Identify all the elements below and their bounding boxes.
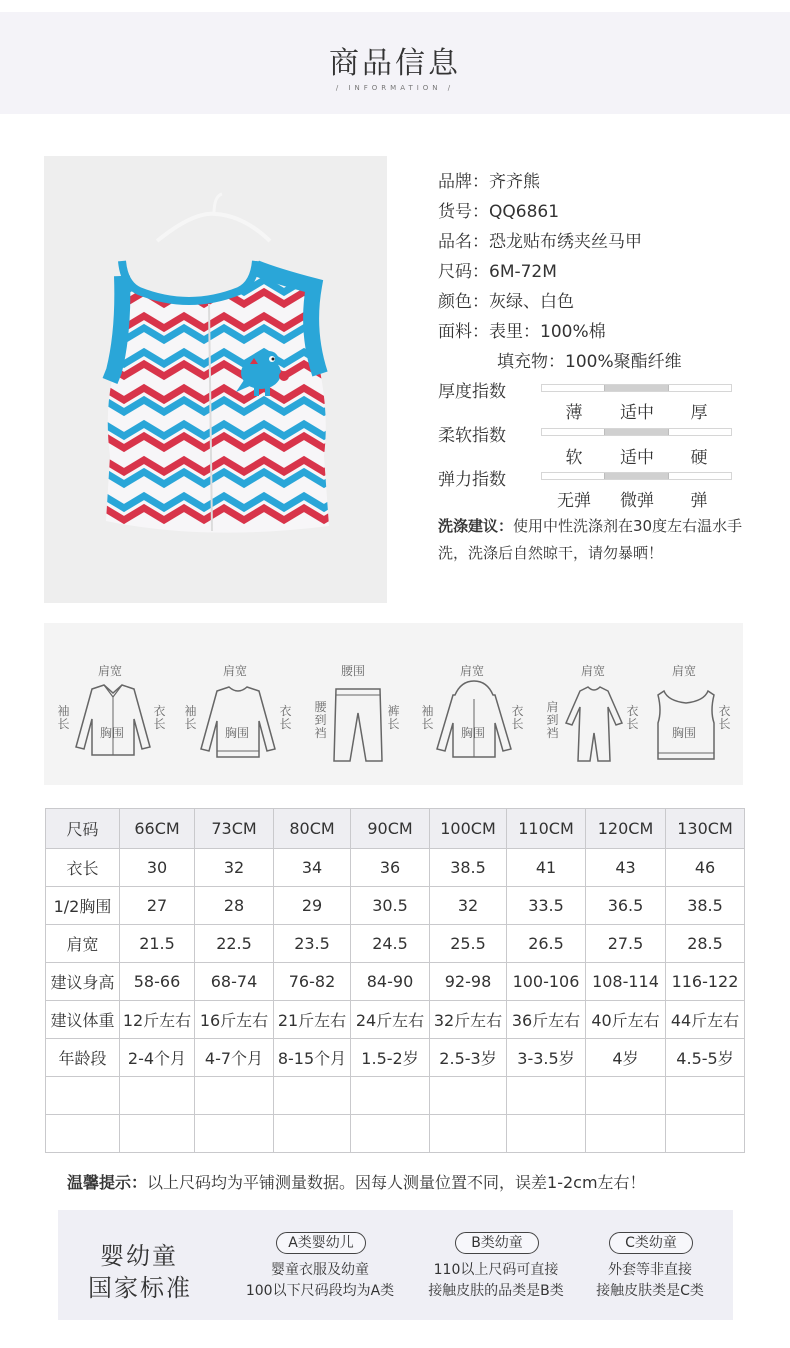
tip-label: 温馨提示： <box>67 1173 148 1192</box>
table-cell: 27 <box>120 887 195 925</box>
table-cell <box>430 1077 507 1115</box>
info-fabric: 面料：表里：100%棉 <box>438 322 606 342</box>
table-cell: 38.5 <box>666 887 745 925</box>
table-cell: 100-106 <box>507 963 586 1001</box>
table-cell: 41 <box>507 849 586 887</box>
table-header-cell: 73CM <box>195 809 274 849</box>
table-cell: 24斤左右 <box>351 1001 430 1039</box>
table-cell: 30.5 <box>351 887 430 925</box>
table-cell: 年龄段 <box>46 1039 120 1077</box>
table-cell: 衣长 <box>46 849 120 887</box>
table-cell: 1/2胸围 <box>46 887 120 925</box>
table-row <box>46 1001 745 1039</box>
table-header-cell: 66CM <box>120 809 195 849</box>
table-cell <box>586 1115 666 1153</box>
table-row <box>46 963 745 1001</box>
table-cell: 108-114 <box>586 963 666 1001</box>
table-cell <box>120 1115 195 1153</box>
index-option: 硬 <box>690 448 708 468</box>
label-shoulder: 肩宽 <box>672 664 697 678</box>
table-cell: 34 <box>274 849 351 887</box>
table-cell: 建议体重 <box>46 1001 120 1039</box>
table-cell: 22.5 <box>195 925 274 963</box>
measurement-guide <box>44 623 743 785</box>
table-cell: 32 <box>195 849 274 887</box>
label-waist: 腰围 <box>341 664 366 678</box>
table-cell: 58-66 <box>120 963 195 1001</box>
page-title: 商品信息 <box>329 46 461 81</box>
standard-title-line2: 国家标准 <box>88 1274 192 1302</box>
class-c-badge: C类幼童 <box>609 1232 693 1254</box>
table-cell: 4.5-5岁 <box>666 1039 745 1077</box>
wash-label: 洗涤建议： <box>438 517 514 535</box>
table-cell <box>351 1115 430 1153</box>
table-cell: 84-90 <box>351 963 430 1001</box>
table-cell: 116-122 <box>666 963 745 1001</box>
table-cell <box>586 1077 666 1115</box>
class-a-badge: A类婴幼儿 <box>276 1232 366 1254</box>
table-cell: 8-15个月 <box>274 1039 351 1077</box>
table-cell: 21.5 <box>120 925 195 963</box>
table-cell <box>46 1115 120 1153</box>
table-cell: 12斤左右 <box>120 1001 195 1039</box>
table-cell <box>46 1077 120 1115</box>
info-color: 颜色：灰绿、白色 <box>438 292 574 312</box>
table-cell: 26.5 <box>507 925 586 963</box>
table-row <box>46 1077 745 1115</box>
info-size: 尺码：6M-72M <box>438 262 557 282</box>
page-subtitle: / INFORMATION / <box>335 84 455 92</box>
table-cell <box>274 1077 351 1115</box>
romper-icon <box>562 683 626 765</box>
table-cell: 29 <box>274 887 351 925</box>
table-cell: 28 <box>195 887 274 925</box>
table-row <box>46 849 745 887</box>
standard-title-line1: 婴幼童 <box>100 1242 178 1270</box>
label-chest: 胸围 <box>225 726 250 740</box>
class-a-desc-2: 100以下尺码段均为A类 <box>245 1283 395 1299</box>
zigzag-stripe <box>84 244 364 256</box>
sweater-icon <box>197 679 279 761</box>
table-cell: 肩宽 <box>46 925 120 963</box>
vest-illustration <box>44 156 387 603</box>
index-option-selected: 微弹 <box>620 491 654 511</box>
label-crotch: 腰到裆 <box>314 700 327 740</box>
index-bar <box>541 428 732 436</box>
table-cell: 38.5 <box>430 849 507 887</box>
label-sleeve: 袖长 <box>421 704 434 731</box>
table-cell <box>507 1077 586 1115</box>
table-cell: 32斤左右 <box>430 1001 507 1039</box>
class-b-desc-2: 接触皮肤的品类是B类 <box>428 1283 564 1299</box>
table-cell: 36 <box>351 849 430 887</box>
table-cell <box>666 1115 745 1153</box>
label-length: 衣长 <box>718 704 731 731</box>
info-name: 品名：恐龙贴布绣夹丝马甲 <box>438 232 642 252</box>
table-cell: 2.5-3岁 <box>430 1039 507 1077</box>
label-length: 衣长 <box>279 704 292 731</box>
class-a-desc-1: 婴童衣服及幼童 <box>271 1262 369 1278</box>
label-shoulder-crotch: 肩到裆 <box>546 700 559 740</box>
table-cell: 68-74 <box>195 963 274 1001</box>
index-label: 柔软指数 <box>438 426 506 446</box>
index-option: 弹 <box>690 491 708 511</box>
index-option: 软 <box>565 448 583 468</box>
table-cell: 4岁 <box>586 1039 666 1077</box>
label-shoulder: 肩宽 <box>460 664 485 678</box>
class-b-badge: B类幼童 <box>455 1232 539 1254</box>
table-header-cell: 130CM <box>666 809 745 849</box>
table-cell: 32 <box>430 887 507 925</box>
table-cell: 46 <box>666 849 745 887</box>
info-filling: 填充物：100%聚酯纤维 <box>497 352 682 372</box>
info-sku: 货号：QQ6861 <box>438 202 560 222</box>
table-cell: 3-3.5岁 <box>507 1039 586 1077</box>
table-cell: 33.5 <box>507 887 586 925</box>
table-cell: 16斤左右 <box>195 1001 274 1039</box>
class-b-desc-1: 110以上尺码可直接 <box>433 1262 559 1278</box>
table-cell: 2-4个月 <box>120 1039 195 1077</box>
table-row <box>46 887 745 925</box>
index-option: 薄 <box>565 403 583 423</box>
label-shoulder: 肩宽 <box>581 664 606 678</box>
product-photo <box>44 156 387 603</box>
label-pants-length: 裤长 <box>387 704 400 731</box>
class-c-desc-1: 外套等非直接 <box>608 1262 692 1278</box>
label-length: 衣长 <box>626 704 639 731</box>
table-header-cell: 120CM <box>586 809 666 849</box>
table-cell: 建议身高 <box>46 963 120 1001</box>
table-cell: 21斤左右 <box>274 1001 351 1039</box>
index-label: 厚度指数 <box>438 382 506 402</box>
vest-icon <box>654 683 718 765</box>
table-cell: 76-82 <box>274 963 351 1001</box>
table-cell <box>507 1115 586 1153</box>
label-length: 衣长 <box>511 704 524 731</box>
table-cell <box>195 1077 274 1115</box>
pants-icon <box>330 683 386 765</box>
index-label: 弹力指数 <box>438 470 506 490</box>
table-cell: 23.5 <box>274 925 351 963</box>
table-cell: 28.5 <box>666 925 745 963</box>
table-cell: 30 <box>120 849 195 887</box>
table-cell: 44斤左右 <box>666 1001 745 1039</box>
index-bar <box>541 472 732 480</box>
table-cell <box>666 1077 745 1115</box>
table-cell <box>120 1077 195 1115</box>
size-table <box>45 808 745 1153</box>
table-cell <box>274 1115 351 1153</box>
table-header-row <box>46 809 745 849</box>
label-sleeve: 袖长 <box>184 704 197 731</box>
label-chest: 胸围 <box>672 726 697 740</box>
table-cell: 24.5 <box>351 925 430 963</box>
label-length: 衣长 <box>153 704 166 731</box>
label-chest: 胸围 <box>100 726 125 740</box>
wash-text: 使用中性洗涤剂在30度左右温水手洗，洗涤后自然晾干，请勿暴晒！ <box>438 517 743 562</box>
table-header-cell: 100CM <box>430 809 507 849</box>
table-cell: 36.5 <box>586 887 666 925</box>
table-cell <box>351 1077 430 1115</box>
label-sleeve: 袖长 <box>57 704 70 731</box>
index-option: 无弹 <box>557 491 591 511</box>
table-cell <box>430 1115 507 1153</box>
label-shoulder: 肩宽 <box>223 664 248 678</box>
index-option-selected: 适中 <box>620 403 654 423</box>
table-cell <box>195 1115 274 1153</box>
table-cell: 40斤左右 <box>586 1001 666 1039</box>
table-header-cell: 90CM <box>351 809 430 849</box>
table-cell: 43 <box>586 849 666 887</box>
shirt-icon <box>72 679 154 761</box>
wash-advice <box>438 513 768 567</box>
hoodie-icon <box>433 679 515 761</box>
tip-text: 以上尺码均为平铺测量数据。因每人测量位置不同，误差1-2cm左右！ <box>147 1173 646 1192</box>
table-cell: 1.5-2岁 <box>351 1039 430 1077</box>
table-row <box>46 1039 745 1077</box>
table-header-cell: 80CM <box>274 809 351 849</box>
index-bar <box>541 384 732 392</box>
index-option: 厚 <box>690 403 708 423</box>
table-cell: 36斤左右 <box>507 1001 586 1039</box>
national-standard <box>58 1210 733 1320</box>
label-chest: 胸围 <box>461 726 486 740</box>
size-tip <box>67 1170 646 1193</box>
table-header-cell: 110CM <box>507 809 586 849</box>
table-row <box>46 925 745 963</box>
info-brand: 品牌：齐齐熊 <box>438 172 540 192</box>
table-header-cell: 尺码 <box>46 809 120 849</box>
table-cell: 4-7个月 <box>195 1039 274 1077</box>
table-cell: 27.5 <box>586 925 666 963</box>
index-option-selected: 适中 <box>620 448 654 468</box>
table-cell: 92-98 <box>430 963 507 1001</box>
table-cell: 25.5 <box>430 925 507 963</box>
class-c-desc-2: 接触皮肤类是C类 <box>596 1283 704 1299</box>
label-shoulder: 肩宽 <box>98 664 123 678</box>
table-row <box>46 1115 745 1153</box>
